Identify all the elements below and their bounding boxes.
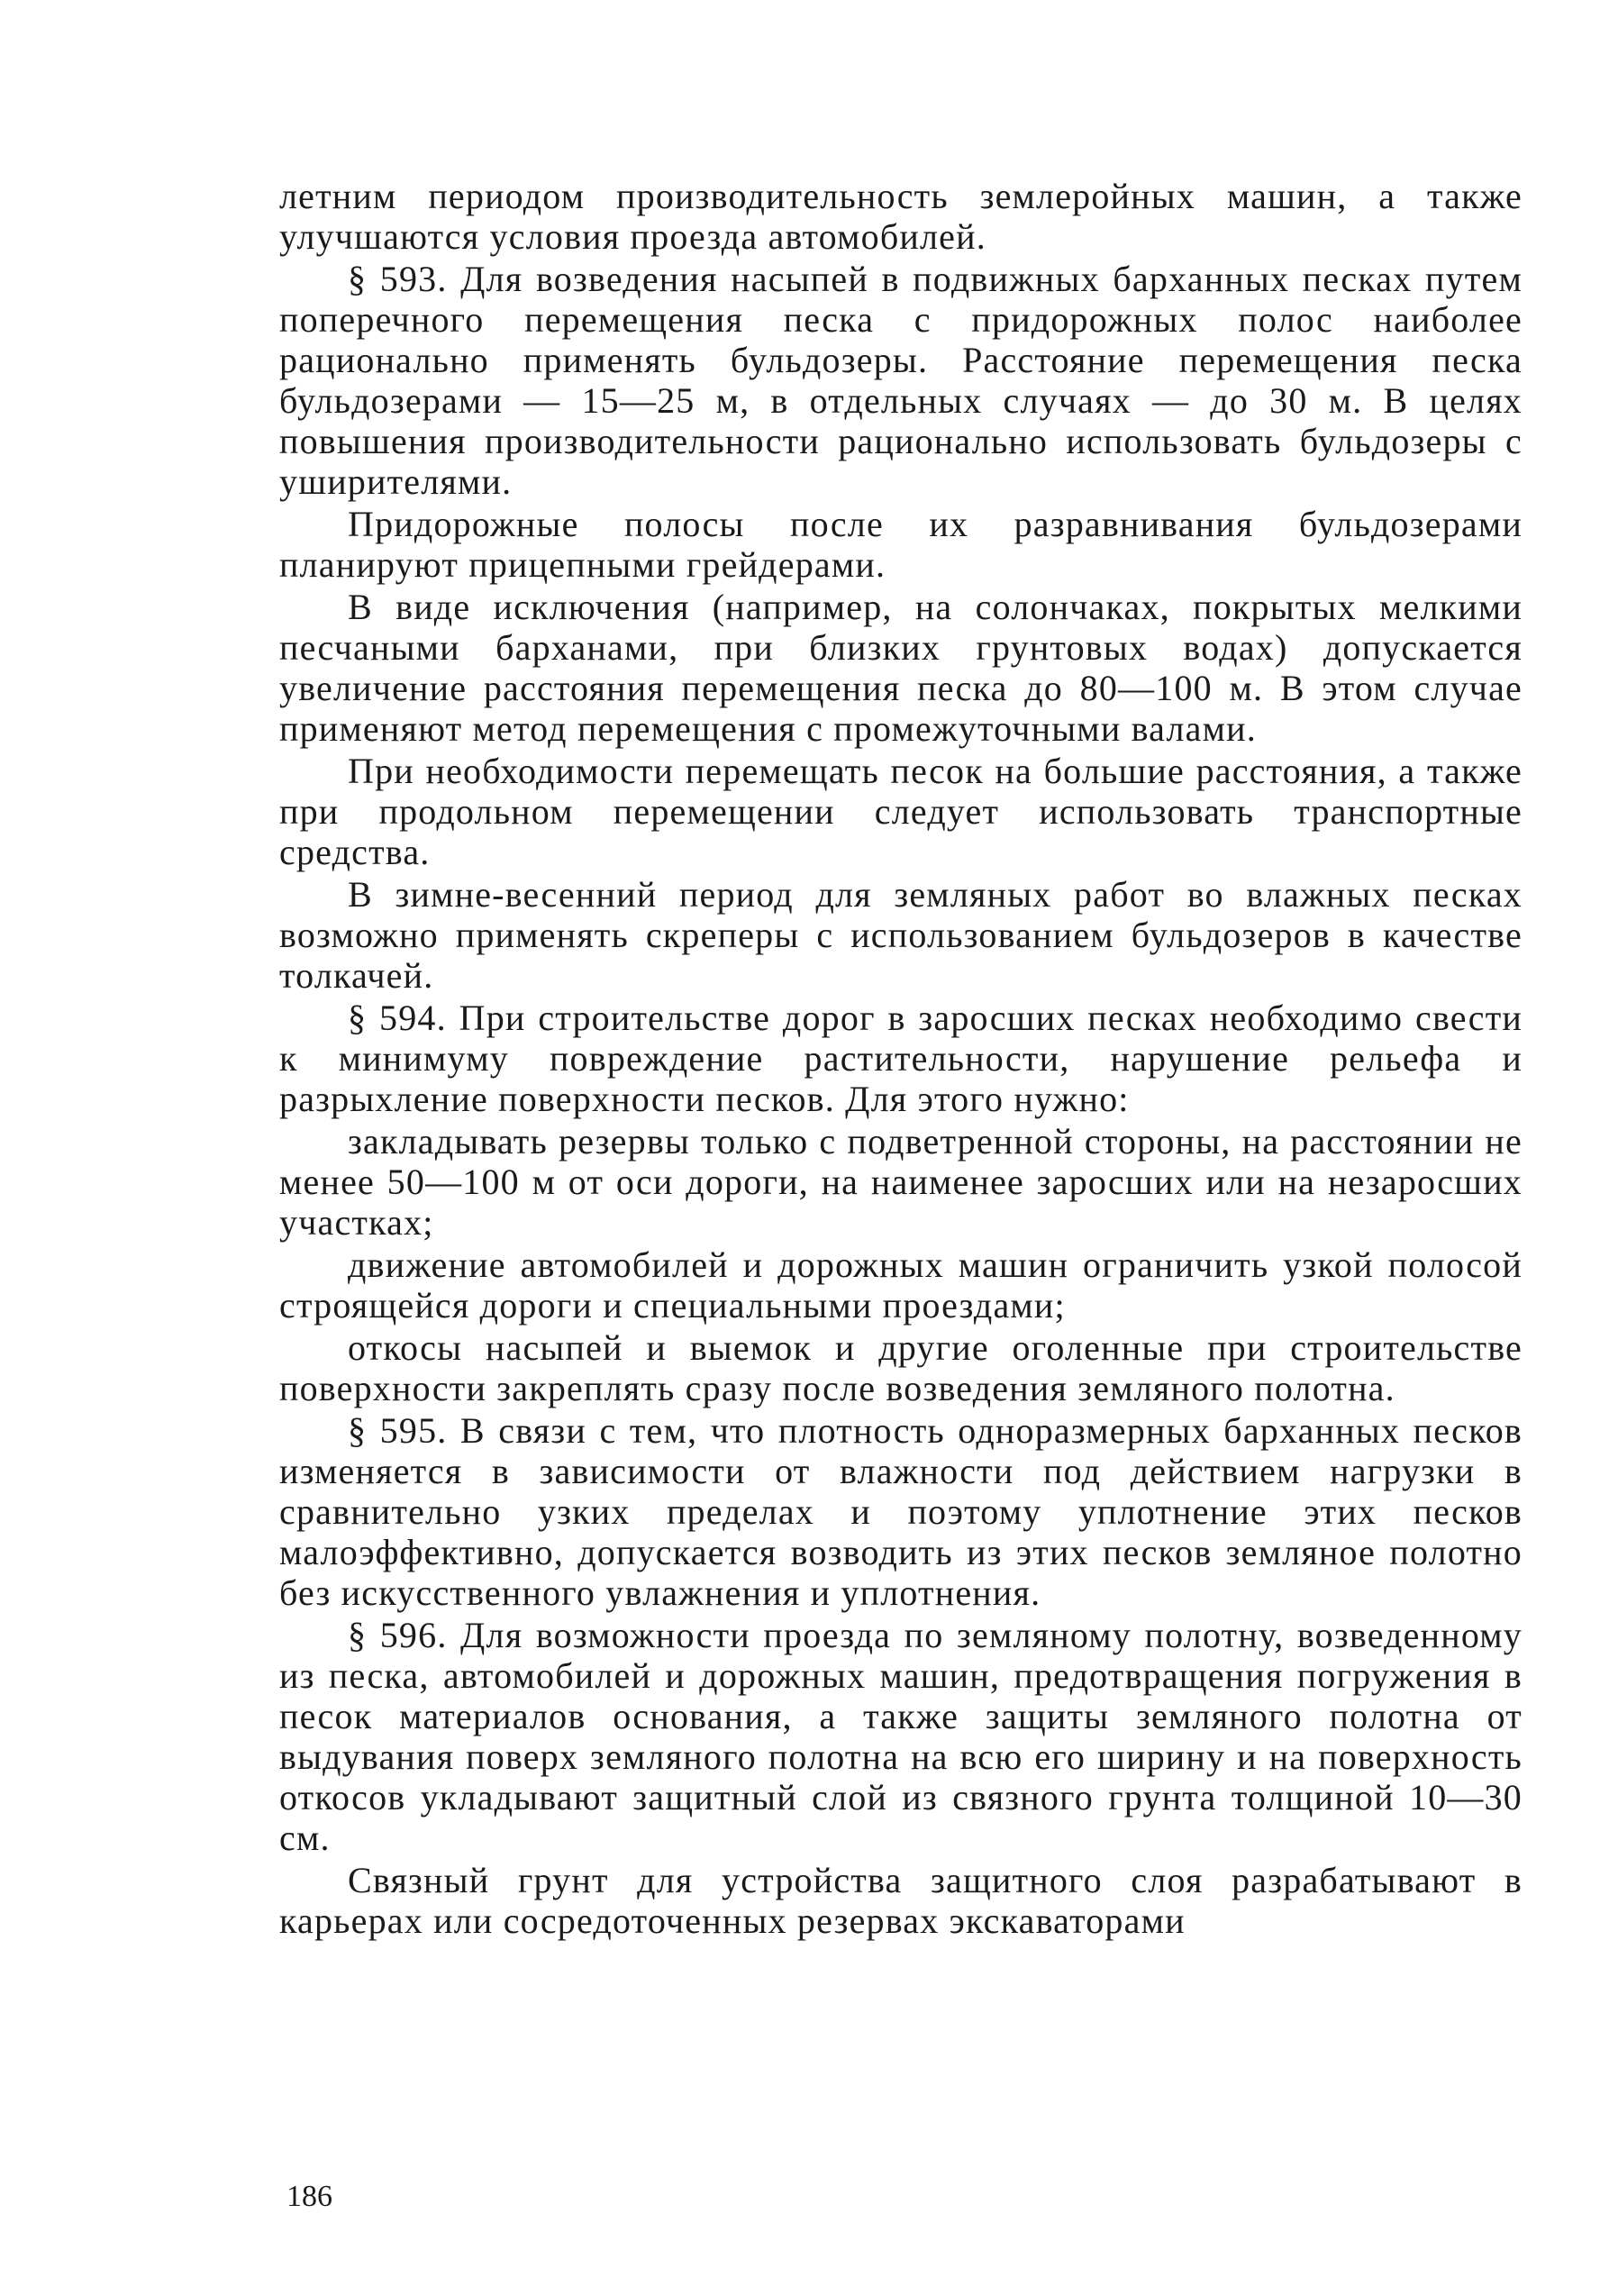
list-item-reserves: закладывать резервы только с подветренной стороны, на расстоянии не менее 50—100 м от оси дороги, на наименее заросших или на незаросших участках; <box>279 1121 1523 1243</box>
list-item-traffic: движение автомобилей и дорожных машин ограничить узкой полосой строящейся дороги и специальными проездами; <box>279 1244 1523 1326</box>
paragraph-roadside-strips: Придорожные полосы после их разравнивания бульдозерами планируют прицепными грейдерами. <box>279 504 1523 585</box>
list-item-slopes: откосы насыпей и выемок и другие оголенные при строительстве поверхности закреплять сразу после возведения земляного полотна. <box>279 1327 1523 1408</box>
paragraph-exception: В виде исключения (например, на солончаках, покрытых мелкими песчаными барханами, при близких грунтовых водах) допускается увеличение расстояния перемещения песка до 80—100 м. В этом случае применяют метод перемещения с промежуточными валами. <box>279 587 1523 749</box>
paragraph-596: § 596. Для возможности проезда по земляному полотну, возведенному из песка, автомобилей и дорожных машин, предотвращения погружения в песок материалов основания, а также защиты земляного полотна от выдувания поверх земляного полотна на всю его ширину и на поверхность откосов укладывают защитный слой из связного грунта толщиной 10—30 см. <box>279 1615 1523 1858</box>
paragraph-cohesive-soil: Связный грунт для устройства защитного слоя разрабатывают в карьерах или сосредоточенных резервах экскаваторами <box>279 1860 1523 1941</box>
paragraph-593: § 593. Для возведения насыпей в подвижных барханных песках путем поперечного перемещения песка с придорожных полос наиболее рационально применять бульдозеры. Расстояние перемещения песка бульдозерами — 15—25 м, в отдельных случаях — до 30 м. В целях повышения производительности рационально использовать бульдозеры с уширителями. <box>279 259 1523 502</box>
body-text <box>279 176 1523 1943</box>
paragraph-winter-spring: В зимне-весенний период для земляных работ во влажных песках возможно применять скреперы с использованием бульдозеров в качестве толкачей. <box>279 874 1523 996</box>
paragraph-594: § 594. При строительстве дорог в заросших песках необходимо свести к минимуму повреждение растительности, нарушение рельефа и разрыхление поверхности песков. Для этого нужно: <box>279 998 1523 1119</box>
page-number: 186 <box>286 2180 332 2213</box>
paragraph-transport: При необходимости перемещать песок на большие расстояния, а также при продольном перемещении следует использовать транспортные средства. <box>279 751 1523 872</box>
paragraph-595: § 595. В связи с тем, что плотность одноразмерных барханных песков изменяется в зависимости от влажности под действием нагрузки в сравнительно узких пределах и поэтому уплотнение этих песков малоэффективно, допускается возводить из этих песков земляное полотно без искусственного увлажнения и уплотнения. <box>279 1410 1523 1613</box>
paragraph-continuation: летним периодом производительность землеройных машин, а также улучшаются условия проезда автомобилей. <box>279 176 1523 257</box>
